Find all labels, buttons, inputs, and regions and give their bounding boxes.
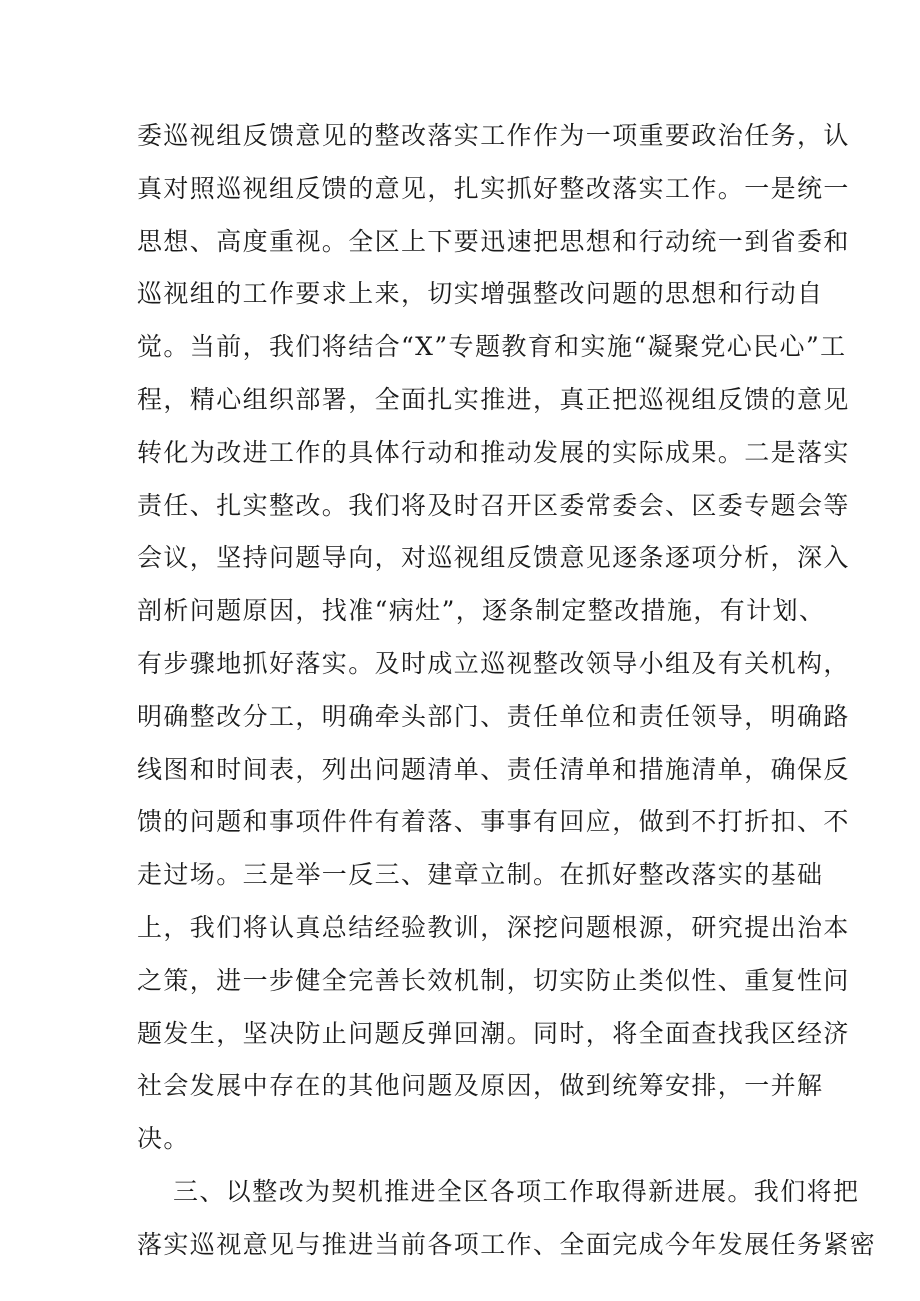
paragraph-line: 三、以整改为契机推进全区各项工作取得新进展。我们将把 <box>173 1176 860 1206</box>
paragraph-line: 落实巡视意见与推进当前各项工作、全面完成今年发展任务紧密 <box>137 1229 877 1259</box>
paragraph-line: 题发生，坚决防止问题反弹回潮。同时，将全面查找我区经济 <box>137 1018 850 1048</box>
paragraph-line: 转化为改进工作的具体行动和推动发展的实际成果。二是落实 <box>137 437 850 467</box>
document-body <box>137 110 877 1272</box>
paragraph-line: 程，精心组织部署，全面扎实推进，真正把巡视组反馈的意见 <box>137 384 850 414</box>
paragraph-line: 责任、扎实整改。我们将及时召开区委常委会、区委专题会等 <box>137 490 850 520</box>
paragraph-line: 之策，进一步健全完善长效机制，切实防止类似性、重复性问 <box>137 965 850 995</box>
paragraph-line: 委巡视组反馈意见的整改落实工作作为一项重要政治任务，认 <box>137 121 850 150</box>
paragraph-2 <box>137 1166 877 1272</box>
paragraph-line: 剖析问题原因，找准“病灶”，逐条制定整改措施，有计划、 <box>137 596 826 626</box>
paragraph-line: 会议，坚持问题导向，对巡视组反馈意见逐条逐项分析，深入 <box>137 543 850 573</box>
paragraph-line: 有步骤地抓好落实。及时成立巡视整改领导小组及有关机构， <box>137 648 850 678</box>
paragraph-line: 馈的问题和事项件件有着落、事事有回应，做到不打折扣、不 <box>137 807 850 837</box>
paragraph-line: 思想、高度重视。全区上下要迅速把思想和行动统一到省委和 <box>137 226 850 256</box>
paragraph-line: 巡视组的工作要求上来，切实增强整改问题的思想和行动自 <box>137 279 824 309</box>
paragraph-line: 走过场。三是举一反三、建章立制。在抓好整改落实的基础 <box>137 860 824 890</box>
paragraph-line: 社会发展中存在的其他问题及原因，做到统筹安排，一并解 <box>137 1071 824 1101</box>
paragraph-line: 决。 <box>137 1124 190 1154</box>
paragraph-line: 线图和时间表，列出问题清单、责任清单和措施清单，确保反 <box>137 754 850 784</box>
paragraph-line: 觉。当前，我们将结合“X”专题教育和实施“凝聚党心民心”工 <box>137 332 847 362</box>
paragraph-line: 上，我们将认真总结经验教训，深挖问题根源，研究提出治本 <box>137 912 850 942</box>
paragraph-line: 明确整改分工，明确牵头部门、责任单位和责任领导，明确路 <box>137 701 850 731</box>
paragraph-1 <box>137 110 850 1166</box>
paragraph-line: 真对照巡视组反馈的意见，扎实抓好整改落实工作。一是统一 <box>137 173 850 203</box>
